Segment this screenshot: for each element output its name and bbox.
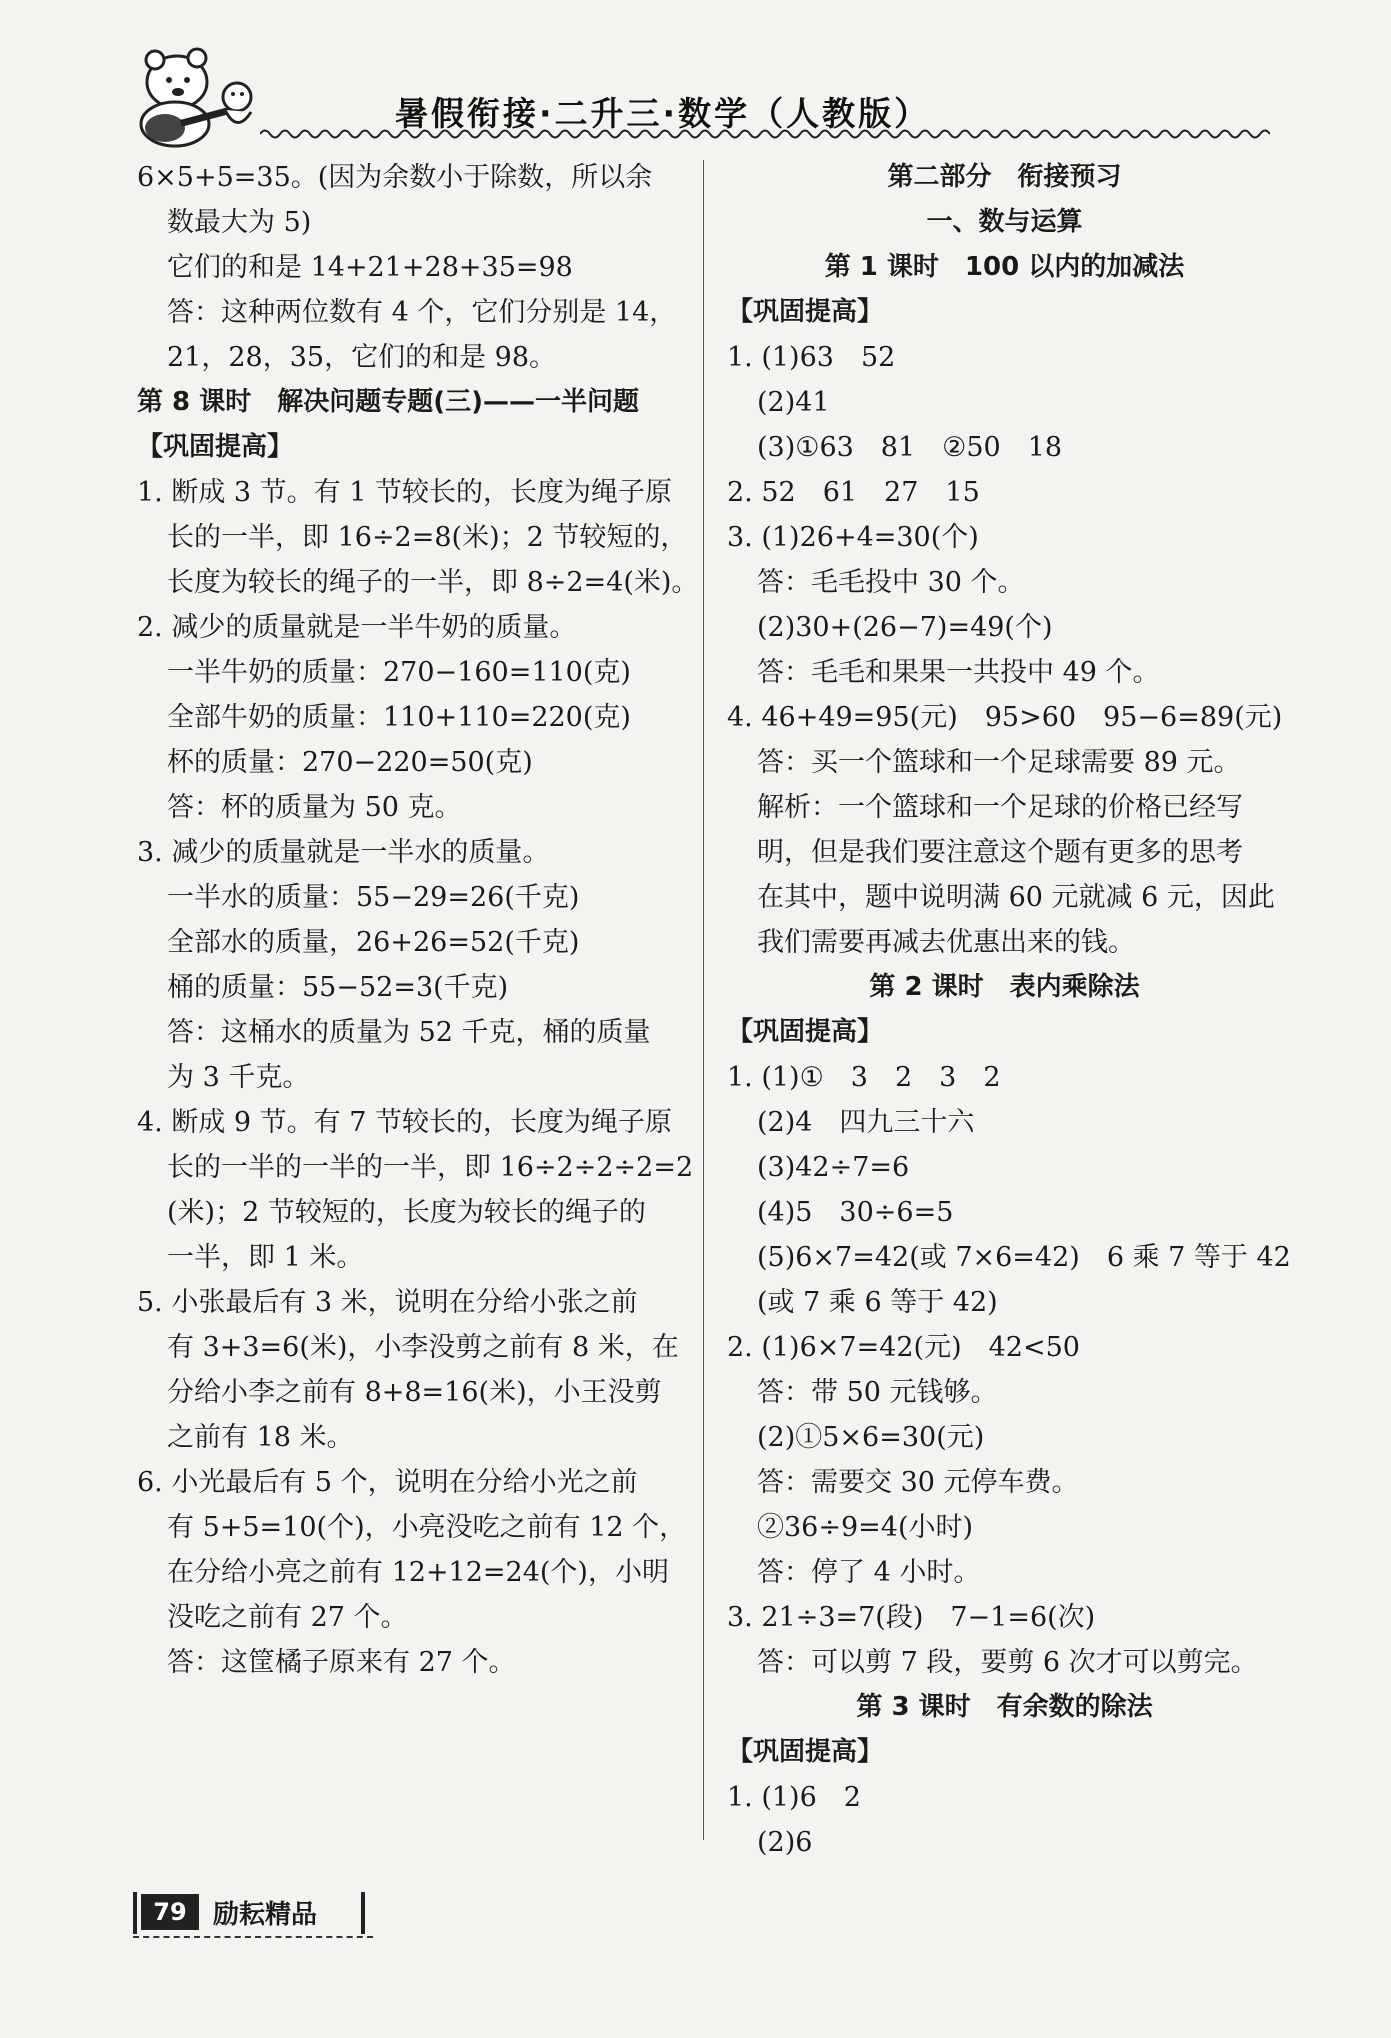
text-line: 3. (1)26+4=30(个) [727,522,979,553]
text-line: (2)①5×6=30(元) [757,1422,985,1453]
text-line: 长的一半，即 16÷2=8(米)；2 节较短的， [167,522,688,553]
bear-guitar-mascot-icon [125,42,265,150]
lesson-heading: 第 2 课时 表内乘除法 [869,972,1140,1002]
text-line: 一半牛奶的质量：270−160=110(克) [167,657,631,688]
text-line: (5)6×7=42(或 7×6=42) 6 乘 7 等于 42 [757,1242,1291,1273]
brand-name: 励耘精品 [213,1900,318,1930]
text-line: 全部牛奶的质量：110+110=220(克) [167,702,631,733]
section-heading: 【巩固提高】 [137,432,294,462]
text-line: 一半水的质量：55−29=26(千克) [167,882,580,913]
lesson-heading: 第 1 课时 100 以内的加减法 [824,252,1185,282]
text-line: 1. (1)63 52 [727,342,896,373]
text-line: 为 3 千克。 [167,1062,310,1093]
text-line: 答：这种两位数有 4 个，它们分别是 14， [167,297,677,328]
text-line: 答：带 50 元钱够。 [757,1377,998,1408]
analysis-line: 解析：一个篮球和一个足球的价格已经写 [757,792,1243,823]
text-line: 明，但是我们要注意这个题有更多的思考 [757,837,1243,868]
unit-heading: 一、数与运算 [926,207,1083,237]
text-line: (4)5 30÷6=5 [757,1197,954,1228]
text-line: 21，28，35，它们的和是 98。 [167,342,557,373]
text-line: 1. (1)① 3 2 3 2 [727,1062,1001,1093]
series-title: 暑假衔接·二升三·数学（人教版） [395,94,931,133]
text-line: (2)6 [757,1827,813,1858]
left-column [137,155,699,1685]
text-line: 全部水的质量，26+26=52(千克) [167,927,580,958]
text-line: 2. (1)6×7=42(元) 42<50 [727,1332,1080,1363]
text-line: (2)4 四九三十六 [757,1107,975,1138]
page-number: 79 [141,1894,199,1930]
section-heading: 【巩固提高】 [727,297,884,327]
text-line: 1. (1)6 2 [727,1782,861,1813]
footer-bar-left [133,1892,137,1934]
text-line: 杯的质量：270−220=50(克) [167,747,533,778]
text-line: 答：买一个篮球和一个足球需要 89 元。 [757,747,1241,778]
text-line: 3. 减少的质量就是一半水的质量。 [137,837,550,868]
text-line: 答：这桶水的质量为 52 千克，桶的质量 [167,1017,651,1048]
page-header [0,0,1391,150]
text-line: ②36÷9=4(小时) [757,1512,974,1543]
text-line: 答：毛毛和果果一共投中 49 个。 [757,657,1160,688]
section-heading: 【巩固提高】 [727,1017,884,1047]
text-line: 4. 46+49=95(元) 95>60 95−6=89(元) [727,702,1283,733]
text-line: 一半，即 1 米。 [167,1242,364,1273]
lesson-heading: 第 8 课时 解决问题专题(三)——一半问题 [137,387,639,417]
text-line: 分给小李之前有 8+8=16(米)，小王没剪 [167,1377,662,1408]
right-column [727,155,1291,1865]
text-line: 答：毛毛投中 30 个。 [757,567,1025,598]
text-line: (3)①63 81 ②50 18 [757,432,1063,463]
text-line: 有 3+3=6(米)，小李没剪之前有 8 米，在 [167,1332,679,1363]
part-heading: 第二部分 衔接预习 [887,162,1122,192]
text-line: 它们的和是 14+21+28+35=98 [167,252,573,283]
text-line: 2. 52 61 27 15 [727,477,980,508]
text-line: 6. 小光最后有 5 个，说明在分给小光之前 [137,1467,638,1498]
text-line: 之前有 18 米。 [167,1422,354,1453]
text-line: 答：可以剪 7 段，要剪 6 次才可以剪完。 [757,1647,1258,1678]
text-line: 我们需要再减去优惠出来的钱。 [757,927,1135,958]
text-line: (或 7 乘 6 等于 42) [757,1287,998,1318]
text-line: 在其中，题中说明满 60 元就减 6 元，因此 [757,882,1275,913]
text-line: 桶的质量：55−52=3(千克) [167,972,509,1003]
footer-dashed-line [133,1936,373,1938]
text-line: 3. 21÷3=7(段) 7−1=6(次) [727,1602,1096,1633]
text-line: 数最大为 5) [167,207,312,238]
text-line: 长度为较长的绳子的一半，即 8÷2=4(米)。 [167,567,699,598]
text-line: 5. 小张最后有 3 米，说明在分给小张之前 [137,1287,638,1318]
text-line: 6×5+5=35。(因为余数小于除数，所以余 [137,162,653,193]
wavy-divider [260,125,1270,143]
text-line: 2. 减少的质量就是一半牛奶的质量。 [137,612,577,643]
text-line: 答：需要交 30 元停车费。 [757,1467,1079,1498]
section-heading: 【巩固提高】 [727,1737,884,1767]
column-divider [703,160,704,1840]
text-line: 没吃之前有 27 个。 [167,1602,408,1633]
text-line: 有 5+5=10(个)，小亮没吃之前有 12 个， [167,1512,687,1543]
text-line: 答：停了 4 小时。 [757,1557,981,1588]
text-line: 答：这筐橘子原来有 27 个。 [167,1647,516,1678]
footer-bar-right [361,1892,365,1934]
text-line: 长的一半的一半的一半，即 16÷2÷2÷2=2 [167,1152,694,1183]
text-line: 4. 断成 9 节。有 7 节较长的，长度为绳子原 [137,1107,673,1138]
text-line: 答：杯的质量为 50 克。 [167,792,462,823]
text-line: 在分给小亮之前有 12+12=24(个)，小明 [167,1557,669,1588]
lesson-heading: 第 3 课时 有余数的除法 [856,1692,1153,1722]
text-line: (2)41 [757,387,830,418]
text-line: 1. 断成 3 节。有 1 节较长的，长度为绳子原 [137,477,673,508]
text-line: (3)42÷7=6 [757,1152,910,1183]
text-line: (2)30+(26−7)=49(个) [757,612,1053,643]
text-line: (米)；2 节较短的，长度为较长的绳子的 [167,1197,646,1228]
